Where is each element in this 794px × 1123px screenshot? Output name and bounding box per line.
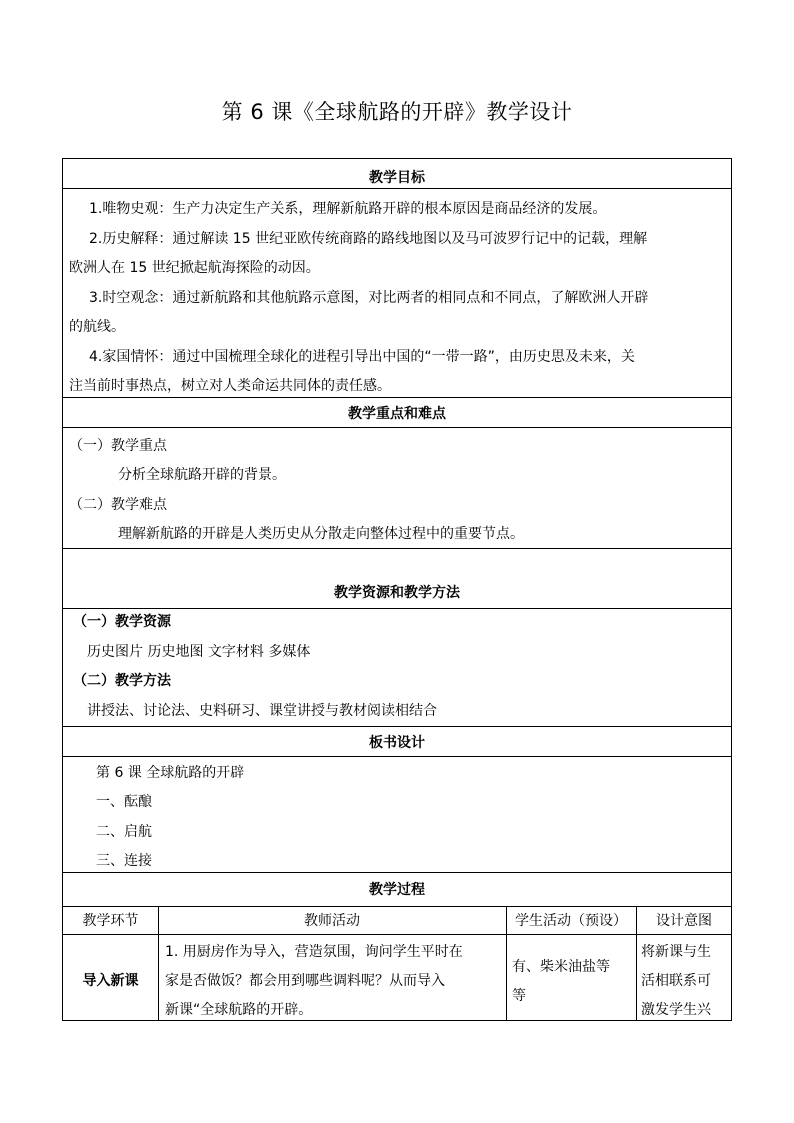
board-line: 第 6 课 全球航路的开辟 — [96, 765, 245, 781]
column-header: 教学环节 — [82, 913, 139, 929]
student-line: 等 — [512, 988, 526, 1004]
divider — [63, 934, 731, 935]
divider — [63, 397, 731, 398]
lesson-plan-table — [62, 158, 732, 1021]
difficulty-text: 理解新航路的开辟是人类历史从分散走向整体过程中的重要节点。 — [118, 526, 524, 542]
board-line: 二、启航 — [96, 824, 152, 840]
teacher-line: 家是否做饭？都会用到哪些调料呢？从而导入 — [165, 973, 445, 989]
intent-line: 将新课与生 — [641, 944, 711, 960]
divider — [63, 427, 731, 428]
process-heading: 教学过程 — [369, 882, 425, 898]
objective-line: 欧洲人在 15 世纪掀起航海探险的动因。 — [69, 260, 320, 276]
keypoints-heading: 教学重点和难点 — [348, 406, 446, 422]
student-line: 有、柴米油盐等 — [512, 959, 610, 975]
page-title: 第 6 课《全球航路的开辟》教学设计 — [221, 100, 573, 124]
resources-heading: 教学资源和教学方法 — [334, 585, 460, 601]
methods-label: （二）教学方法 — [73, 673, 171, 689]
divider — [63, 872, 731, 873]
divider — [63, 726, 731, 727]
board-line: 三、连接 — [96, 853, 152, 869]
divider — [63, 608, 731, 609]
objective-line: 2.历史解释：通过解读 15 世纪亚欧传统商路的路线地图以及马可波罗行记中的记载，理解 — [89, 231, 648, 247]
divider — [63, 548, 731, 549]
resources-label: （一）教学资源 — [73, 614, 171, 630]
objectives-heading: 教学目标 — [369, 170, 425, 186]
difficulty-label: （二）教学难点 — [69, 497, 167, 513]
column-header: 教师活动 — [304, 913, 360, 929]
board-line: 一、酝酿 — [96, 794, 152, 810]
objective-line: 的航线。 — [69, 319, 125, 335]
methods-text: 讲授法、讨论法、史料研习、课堂讲授与教材阅读相结合 — [87, 703, 437, 719]
column-header: 设计意图 — [656, 913, 712, 929]
objective-line: 注当前时事热点，树立对人类命运共同体的责任感。 — [69, 378, 391, 394]
resources-text: 历史图片 历史地图 文字材料 多媒体 — [87, 644, 311, 660]
board-heading: 板书设计 — [369, 735, 425, 751]
intent-line: 激发学生兴 — [641, 1002, 711, 1018]
column-header: 学生活动（预设） — [515, 913, 627, 929]
objective-line: 4.家国情怀：通过中国梳理全球化的进程引导出中国的“一带一路”，由历史思及未来，关 — [89, 349, 635, 365]
teacher-line: 新课“全球航路的开辟。 — [165, 1002, 313, 1018]
objective-line: 3.时空观念：通过新航路和其他航路示意图，对比两者的相同点和不同点，了解欧洲人开辟 — [89, 290, 649, 306]
divider — [63, 756, 731, 757]
teacher-line: 1. 用厨房作为导入，营造氛围，询问学生平时在 — [165, 944, 463, 960]
intent-line: 活相联系可 — [641, 973, 711, 989]
divider — [63, 188, 731, 189]
key-label: （一）教学重点 — [69, 438, 167, 454]
stage-cell: 导入新课 — [82, 973, 139, 989]
objective-line: 1.唯物史观：生产力决定生产关系，理解新航路开辟的根本原因是商品经济的发展。 — [89, 201, 607, 217]
divider — [63, 906, 731, 907]
key-text: 分析全球航路开辟的背景。 — [118, 467, 286, 483]
